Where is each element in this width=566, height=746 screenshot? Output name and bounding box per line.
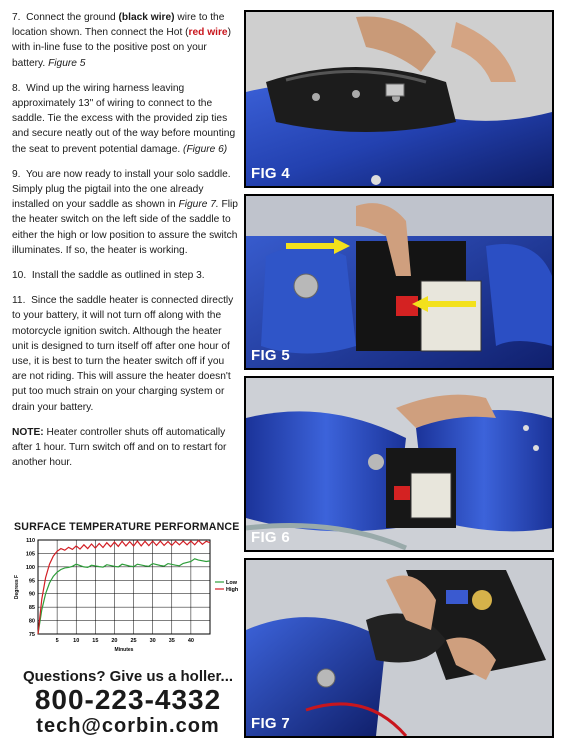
figure-ref: Figure 5	[48, 57, 86, 69]
legend-label-low: Low	[226, 580, 237, 586]
step-8: 8. Wind up the wiring harness leaving approximately 13" of wiring to connect to the saddle. Tie the excess with the provided zip ties and secure neatly out of the way before mounting the seat to prevent potential damage. (Figure 6)	[12, 82, 236, 155]
x-tick-label: 10	[73, 638, 80, 644]
chart-title: SURFACE TEMPERATURE PERFORMANCE	[14, 521, 240, 533]
figure-label: FIG 5	[251, 347, 291, 364]
figure-ref: Figure 7.	[178, 199, 219, 211]
y-tick-label: 75	[28, 632, 35, 638]
step-10: 10. Install the saddle as outlined in step 3.	[12, 270, 205, 282]
saddle-pigtail-illustration	[246, 560, 552, 736]
figure-6-photo	[244, 376, 554, 552]
instructions-column	[12, 10, 240, 480]
note	[12, 425, 240, 471]
y-tick-label: 90	[28, 591, 35, 598]
x-tick-label: 15	[92, 638, 99, 644]
note-text: Heater controller shuts off automatically after 1 hour. Turn switch off and on to restart for another hour.	[12, 426, 227, 469]
battery-wiring-illustration	[246, 196, 552, 368]
plot-area	[38, 540, 210, 634]
figure-7-photo	[244, 558, 554, 738]
motorcycle-seat-illustration	[246, 12, 552, 186]
y-tick-label: 80	[28, 618, 35, 625]
x-tick-label: 35	[168, 638, 175, 644]
y-tick-label: 110	[26, 538, 35, 544]
black-wire-label: (black wire)	[118, 12, 175, 23]
figure-label: FIG 4	[251, 165, 291, 182]
harness-routing-illustration	[246, 378, 552, 550]
y-tick-label: 95	[28, 578, 35, 585]
email-address[interactable]: tech@corbin.com	[36, 715, 220, 737]
step-9: 9. You are now ready to install your solo saddle. Simply plug the pigtail into the one already installed on your saddle as shown in Figure 7. Flip the heater switch on the left side of the saddle to either the high or low position to assure the switch illuminates. If so, the heater is working.	[12, 168, 238, 256]
legend-label-high: High	[226, 587, 239, 593]
x-tick-label: 25	[130, 638, 137, 644]
x-axis-label: Minutes	[114, 647, 134, 653]
figure-label: FIG 7	[251, 715, 291, 732]
figure-ref: (Figure 6)	[183, 143, 228, 155]
step-11: 11. Since the saddle heater is connected directly to your battery, it will not turn off along with the motorcycle ignition switch. Although the heater unit is designed to turn itself off after one hour of use, it is best to turn the heater switch off if you are not riding. This will assure the heater doesn't put too much strain on your charging system or drain your battery.	[12, 295, 234, 413]
contact-block	[14, 668, 242, 737]
x-tick-label: 5	[55, 638, 59, 644]
y-axis-label: Degrees F	[14, 574, 20, 600]
temperature-chart	[12, 536, 242, 660]
x-tick-label: 20	[111, 638, 118, 644]
figure-4-photo	[244, 10, 554, 188]
contact-question: Questions? Give us a holler...	[22, 668, 234, 685]
note-label: NOTE:	[12, 426, 44, 438]
y-tick-label: 100	[25, 564, 35, 571]
figure-label: FIG 6	[251, 529, 291, 546]
step-7: 7. Connect the ground (black wire) wire to the location shown. Then connect the Hot (red wire) with in-line fuse to the positive post on your battery. Figure 5	[12, 12, 231, 69]
x-tick-label: 30	[149, 638, 156, 644]
red-wire-label: red wire	[188, 27, 228, 39]
y-tick-label: 85	[28, 605, 35, 612]
y-tick-label: 105	[25, 551, 35, 558]
x-tick-label: 40	[187, 638, 194, 644]
figure-5-photo	[244, 194, 554, 370]
phone-number[interactable]: 800-223-4332	[34, 684, 222, 715]
